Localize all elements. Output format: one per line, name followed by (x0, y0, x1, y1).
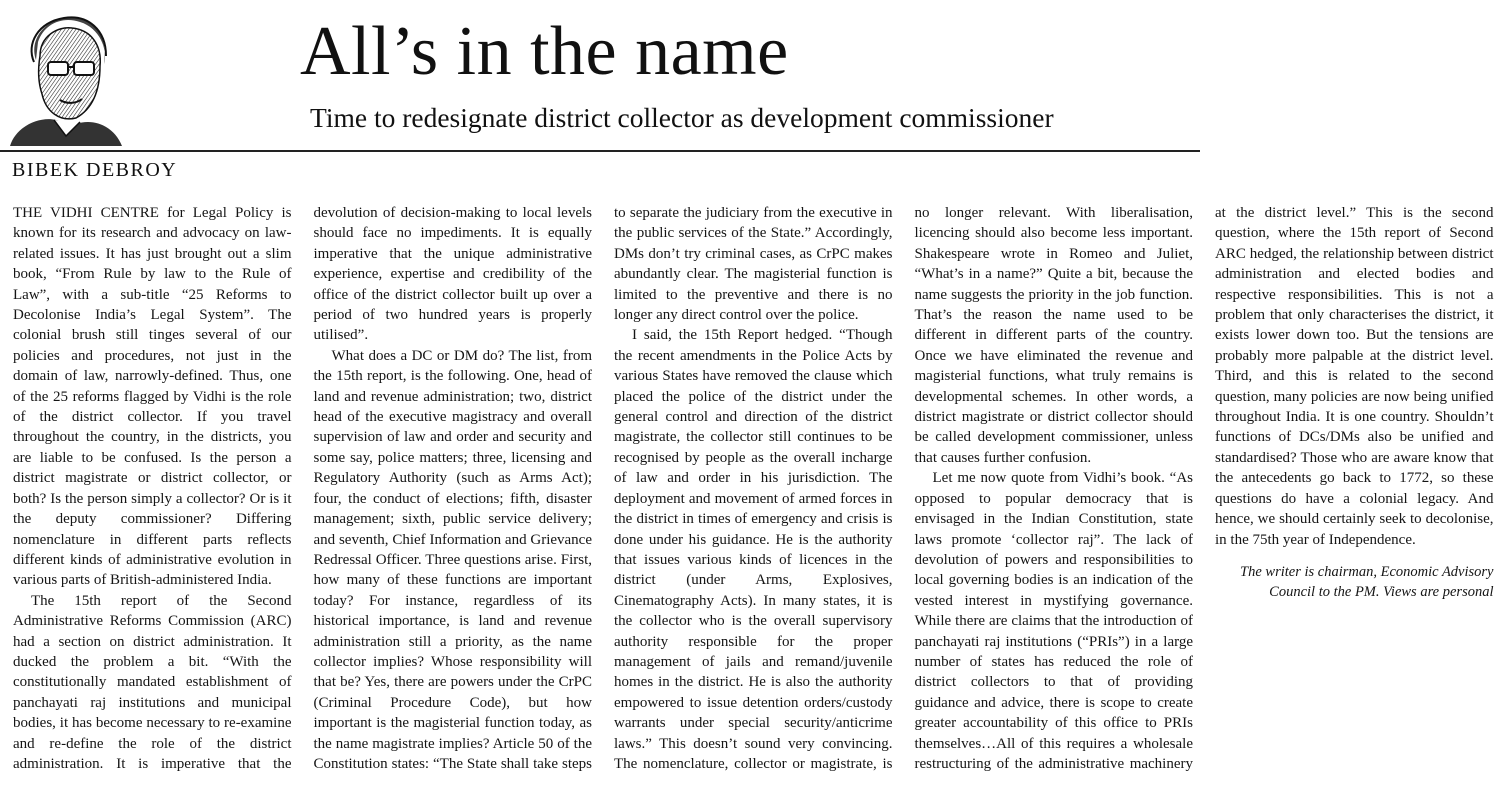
article-paragraph: Let me now quote from Vidhi’s book. “As opposed to popular democracy that is envisaged in the Indian Constitution, state laws promote ‘collector raj”. The lack of devolution of powers and responsibilities to local governing bodies is an indication of the vested interest in mystifying governance. While there are claims that the introduction of panchayati raj institutions (“PRIs”) in a large number of states has reduced the role of district collectors to that of providing guidance and advice, there is scope to create greater accountability of this office to PRIs themselves…All of this requires a wholesale restructuring of the administrative machinery at the district level.” This is the second question, where the 15th report of Second ARC hedged, the relationship between district administration and elected bodies and respective responsibilities. This is not a problem that only characterises the district, it exists lower down too. But the tensions are probably more palpable at the district level. Third, and this is related to the second question, many policies are now being unified throughout India. It is one country. Shouldn’t functions of DCs/DMs also be unified and standardised? Those who are aware know that the antecedents go back to 1772, so these questions do have a colonial legacy. And hence, we should certainly seek to decolonise, in the 75th year of Independence. (914, 205, 1494, 772)
byline: BIBEK DEBROY (12, 159, 178, 181)
header-rule (0, 150, 1200, 152)
article-paragraph: THE VIDHI CENTRE for Legal Policy is known for its research and advocacy on law-related issues. It has just brought out a slim book, “From Rule by law to the Rule of Law”, with a sub-title “25 Reforms to Decolonise India’s Legal System”. The colonial brush still tinges several of our policies and procedures, not just in the domain of law, narrowly-defined. Thus, one of the 25 reforms flagged by Vidhi is the role of the district collector. If you travel throughout the country, in the districts, you are liable to be confused. Is the person a district magistrate or district collector, or both? Is the person simply a collector? Or is it the deputy commissioner? Differing nomenclature in different parts reflects different kinds of administrative evolution in various parts of British-administered India. (13, 205, 292, 589)
article-paragraph: I said, the 15th Report hedged. “Though the recent amendments in the Police Acts by various States have removed the clause which placed the police of the district under the general control and direction of the district magistrate, the collector still continues to be recognised by people as the overall incharge of law and order in his jurisdiction. The deployment and movement of armed forces in the district in times of emergency and crisis is done under his guidance. He is the authority that issues various kinds of licences in the district (under Arms, Explosives, Cinematography Acts). In many states, it is the collector who is the overall supervisory authority responsible for the proper management of jails and remand/juvenile homes in the district. He is also the authority empowered to issue detention orders/custody warrants under special security/anticrime laws.” This doesn’t sound very convincing. The nomenclature, collector or magistrate, is no longer relevant. With liberalisation, licencing should also become less important. Shakespeare wrote in Romeo and Juliet, “What’s in a name?” Quite a bit, because the name suggests the priority in the job function. That’s the reason the name used to be different in different parts of the country. Once we have eliminated the revenue and magisterial functions, what truly remains is developmental schemes. In other words, a district magistrate or district collector should be called development commissioner, unless that causes further confusion. (614, 205, 1193, 772)
author-portrait (10, 8, 122, 146)
article-paragraph: The 15th report of the Second Administrative Reforms Commission (ARC) had a section on district administration. It ducked the problem a bit. “With the constitutionally mandated establishment of panchayati raj institutions and municipal bodies, it has become necessary to re-examine and re-define the role of the district administration. It is imperative that the devolution of decision-making to local levels should face no impediments. It is equally imperative that the unique administrative experience, expertise and credibility of the office of the district collector built up over a period of two hundred years is properly utilised”. (13, 205, 592, 772)
lead-in: THE VIDHI CENTRE (13, 205, 159, 221)
article-body (13, 203, 1494, 793)
subtitle: Time to redesignate district collector as development commissioner (310, 102, 1054, 133)
headline: All’s in the name (300, 13, 789, 90)
author-note: The writer is chairman, Economic Advisory Council to the PM. Views are personal (1240, 563, 1494, 600)
article-paragraph: What does a DC or DM do? The list, from the 15th report, is the following. One, head of land and revenue administration; two, district head of the executive magistracy and overall supervision of law and order and security and some say, police matters; three, licensing and Regulatory Authority (such as Arms Act); four, the conduct of elections; fifth, disaster management; sixth, public service delivery; and seventh, Chief Information and Grievance Redressal Officer. Three questions arise. First, how many of these functions are important today? For instance, regardless of its historical importance, is land and revenue administration still a priority, as the name collector implies? Whose responsibility will that be? Yes, there are powers under the CrPC (Criminal Procedure Code), but how important is the magisterial function today, as the name magistrate implies? Article 50 of the Constitution states: “The State shall take steps to separate the judiciary from the executive in the public services of the State.” Accordingly, DMs don’t try criminal cases, as CrPC makes abundantly clear. The magisterial function is limited to the preventive and there is no longer any direct control over the police. (313, 205, 893, 772)
